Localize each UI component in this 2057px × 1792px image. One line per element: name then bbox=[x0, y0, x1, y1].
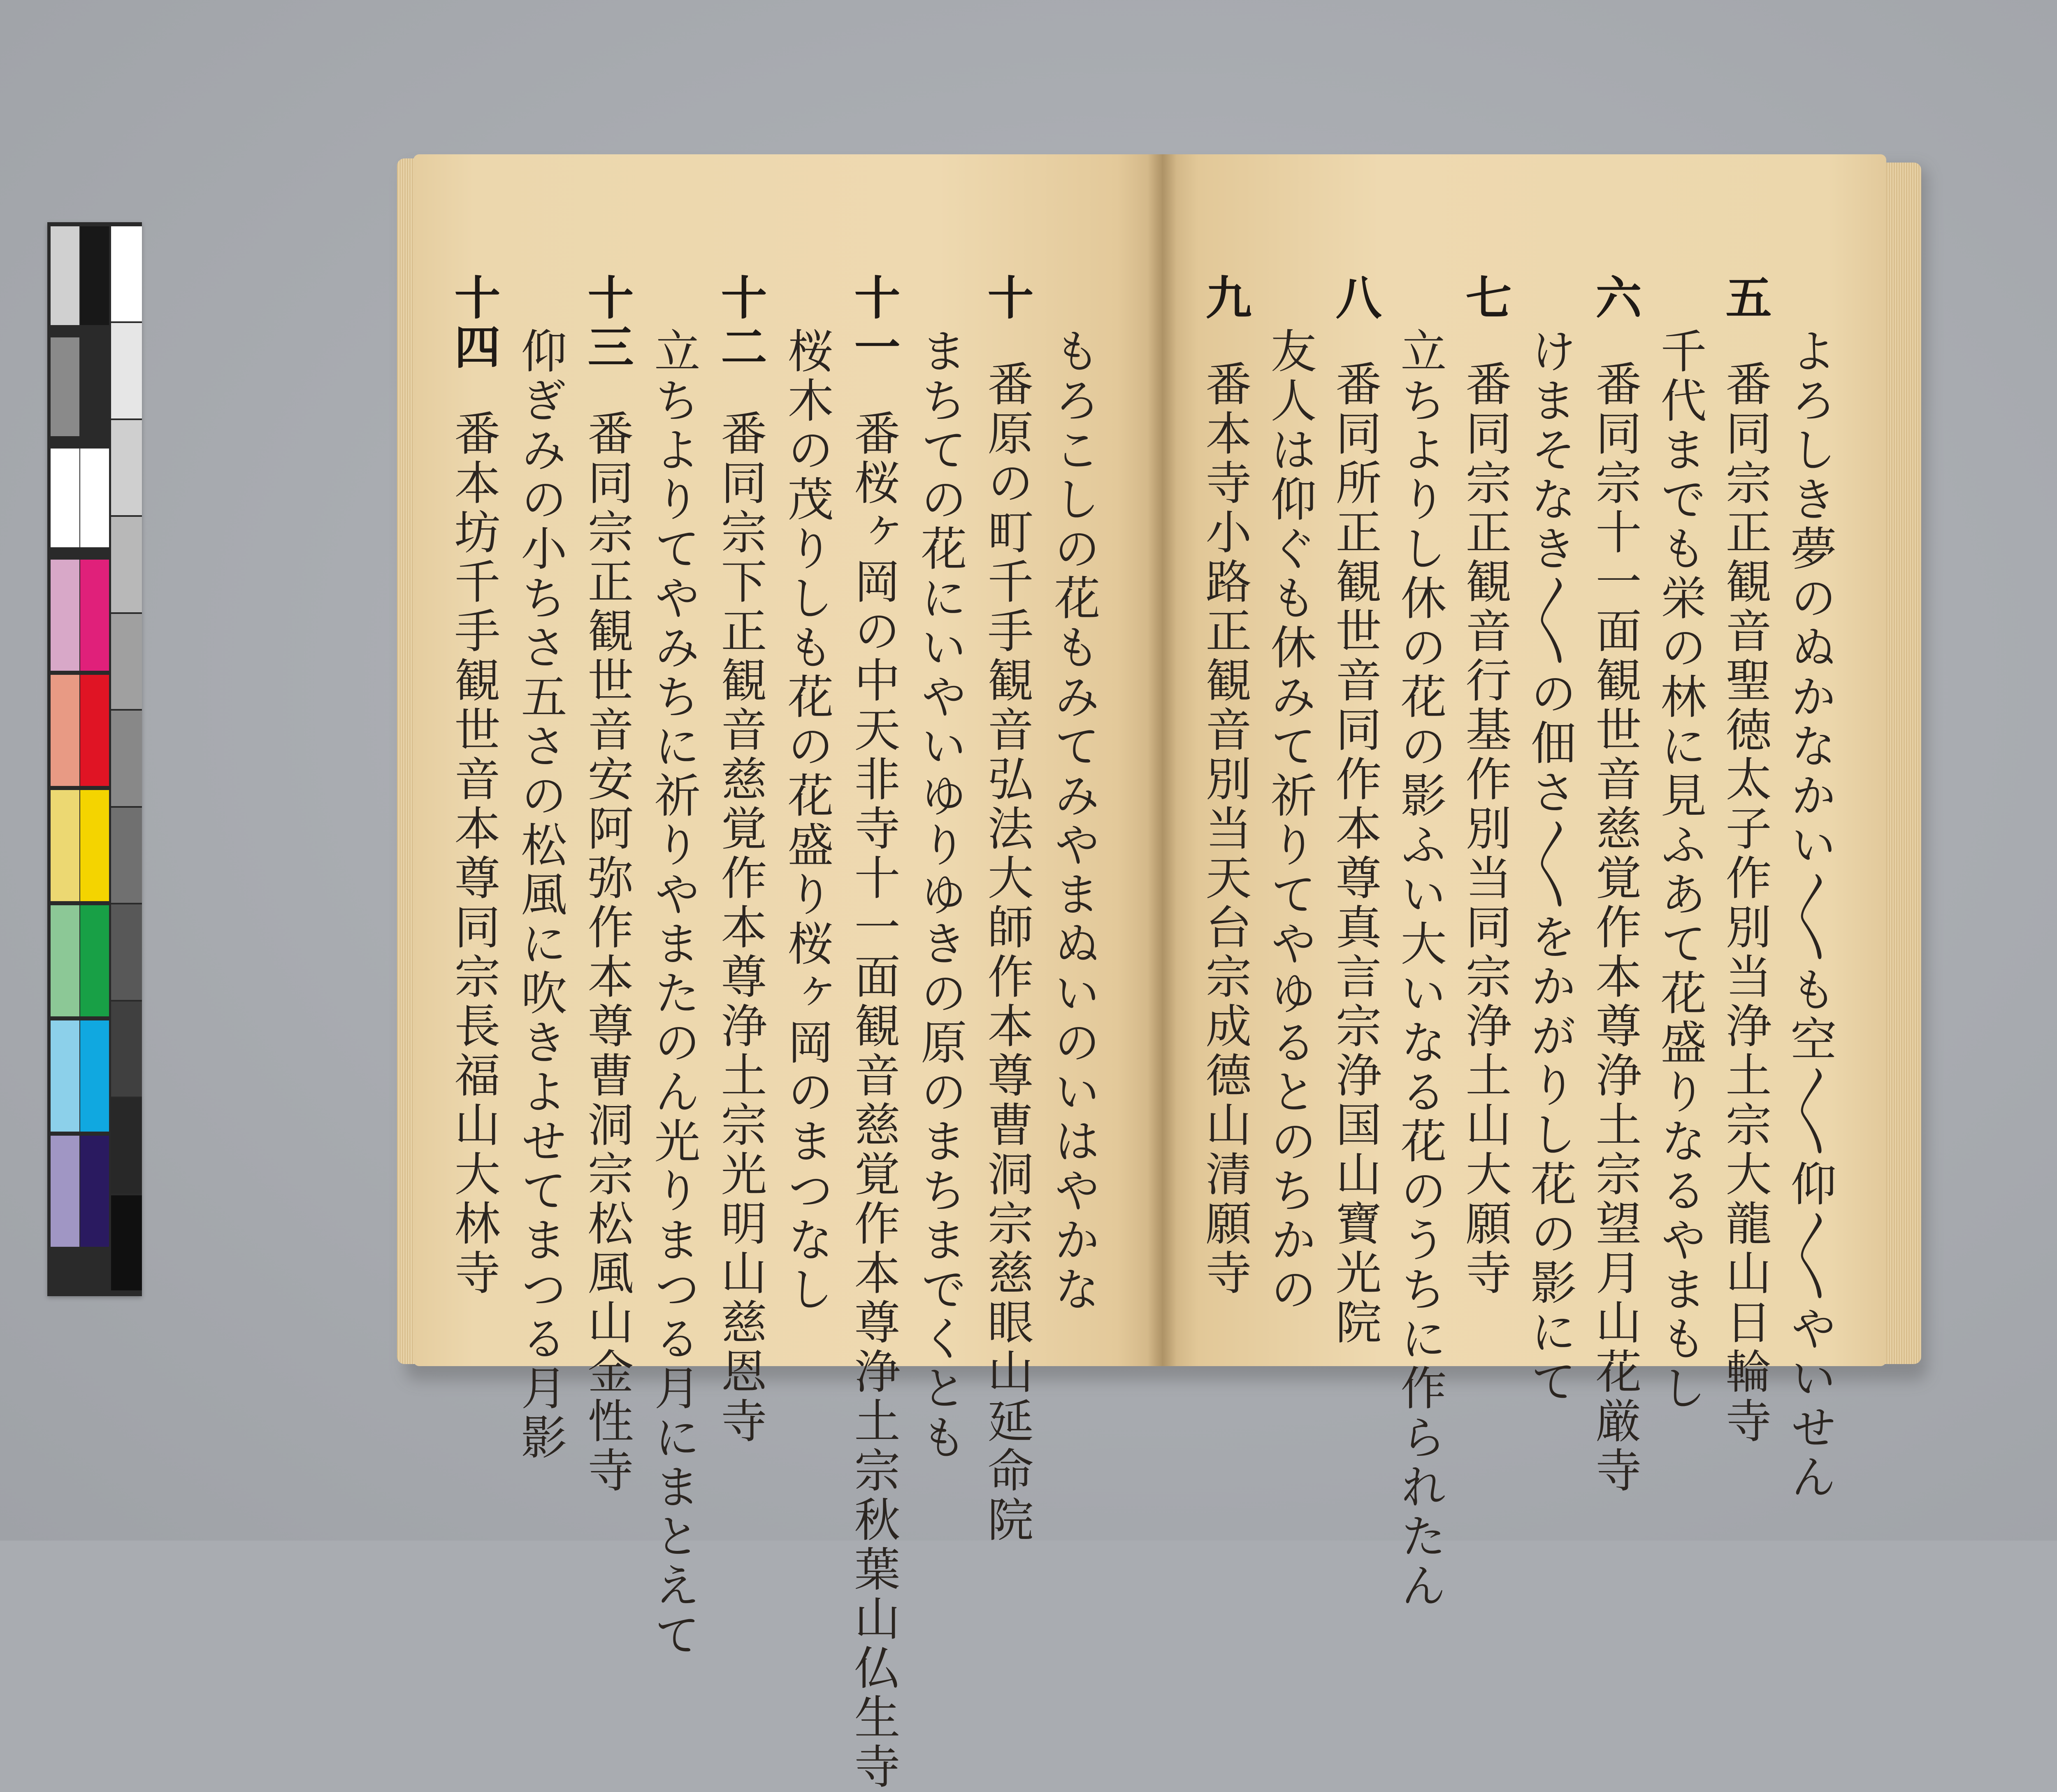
text-column bbox=[1718, 274, 1772, 1446]
column-text: 番本寺小路正観音別当天台宗成德山清願寺 bbox=[1198, 360, 1251, 1298]
section-number: 九 bbox=[1198, 274, 1252, 323]
text-column bbox=[1047, 327, 1100, 1315]
section-number: 十四 bbox=[447, 274, 501, 372]
text-column bbox=[1198, 274, 1252, 1298]
gray-wedge-step bbox=[111, 711, 142, 806]
column-text: 桜木の茂りしも花の花盛り桜ヶ岡のまつなし bbox=[780, 327, 833, 1315]
section-number: 十二 bbox=[713, 274, 767, 372]
column-text: 番同所正観世音同作本尊真言宗浄国山寶光院 bbox=[1328, 360, 1381, 1348]
gray-patch bbox=[51, 337, 79, 436]
column-text: 番同宗下正観音慈覚作本尊浄土宗光明山慈恩寺 bbox=[713, 409, 767, 1446]
text-column bbox=[1263, 327, 1316, 1315]
text-column bbox=[980, 274, 1034, 1545]
text-column bbox=[780, 327, 833, 1315]
gray-wedge-step bbox=[111, 808, 142, 903]
section-number: 七 bbox=[1458, 274, 1512, 323]
column-text: 番本坊千手観世音本尊同宗長福山大林寺 bbox=[447, 409, 500, 1298]
right-page bbox=[1162, 154, 1886, 1611]
color-patch bbox=[51, 905, 79, 1016]
column-text: 番同宗正観音聖徳太子作別当浄土宗大龍山日輪寺 bbox=[1718, 360, 1771, 1446]
column-text: けまそなき〱の佃さ〱をかがりし花の影にて bbox=[1523, 327, 1576, 1407]
column-text: 仰ぎみの小ちさ五さの松風に吹きよせてまつる月影 bbox=[513, 327, 567, 1463]
gray-wedge-step bbox=[111, 1002, 142, 1097]
text-column bbox=[713, 274, 767, 1446]
gray-wedge-step bbox=[111, 614, 142, 709]
book-right-edge bbox=[1880, 163, 1921, 1364]
color-patch bbox=[80, 560, 109, 671]
column-text: 友人は仰ぐも休みて祈りてやゆるとのちかの bbox=[1263, 327, 1316, 1315]
gray-patch bbox=[80, 226, 109, 325]
color-patch bbox=[80, 905, 109, 1016]
section-number: 六 bbox=[1588, 274, 1642, 323]
color-patch bbox=[80, 675, 109, 786]
text-column bbox=[447, 274, 501, 1298]
color-patch bbox=[80, 1020, 109, 1132]
color-patch bbox=[51, 1020, 79, 1132]
text-column bbox=[913, 327, 967, 1463]
text-column bbox=[1328, 274, 1382, 1348]
text-column bbox=[513, 327, 567, 1463]
text-column bbox=[1653, 327, 1706, 1413]
column-text: 番同宗正観音行基作別当同宗浄土山大願寺 bbox=[1458, 360, 1511, 1298]
text-column bbox=[1458, 274, 1512, 1298]
text-column bbox=[1393, 327, 1446, 1611]
column-text: 千代までも栄の林に見ふあて花盛りなるやまもし bbox=[1653, 327, 1706, 1413]
section-number: 十一 bbox=[847, 274, 901, 372]
gray-wedge-step bbox=[111, 420, 142, 515]
text-column bbox=[647, 327, 700, 1660]
gray-wedge-step bbox=[111, 323, 142, 418]
color-patch bbox=[80, 790, 109, 901]
color-patch bbox=[51, 675, 79, 786]
left-page bbox=[413, 154, 1162, 1792]
column-text: 立ちよりし休の花の影ふい大いなる花のうちに作られたん bbox=[1393, 327, 1446, 1611]
text-column bbox=[847, 274, 901, 1792]
color-calibration-strip bbox=[47, 222, 142, 1296]
column-text: 番同宗十一面観世音慈覚作本尊浄土宗望月山花厳寺 bbox=[1588, 360, 1641, 1496]
column-text: 番原の町千手観音弘法大師作本尊曹洞宗慈眼山延命院 bbox=[980, 360, 1033, 1545]
column-text: よろしき夢のぬかなかい〱も空〱仰〱やいせん bbox=[1783, 327, 1836, 1502]
book-gutter bbox=[1148, 154, 1177, 1366]
column-text: まちての花にいやいゆりゆきの原のまちまでくとも bbox=[913, 327, 967, 1463]
text-column bbox=[1588, 274, 1642, 1496]
section-number: 十三 bbox=[580, 274, 634, 372]
column-text: 番桜ヶ岡の中天非寺十一面観音慈覚作本尊浄土宗秋葉山仏生寺 bbox=[847, 409, 900, 1792]
gray-wedge-step bbox=[111, 1098, 142, 1193]
text-column bbox=[1523, 327, 1576, 1407]
gray-wedge-step bbox=[111, 904, 142, 999]
column-text: もろこしの花もみてみやまぬいのいはやかな bbox=[1047, 327, 1100, 1315]
column-text: 立ちよりてやみちに祈りやまたのん光りまつる月にまとえて bbox=[647, 327, 700, 1660]
text-column bbox=[580, 274, 634, 1496]
section-number: 八 bbox=[1328, 274, 1382, 323]
color-patch bbox=[51, 560, 79, 671]
section-number: 五 bbox=[1718, 274, 1772, 323]
color-patch bbox=[80, 1136, 109, 1247]
section-number: 十 bbox=[980, 274, 1034, 323]
color-patch bbox=[51, 790, 79, 901]
column-text: 番同宗正観世音安阿弥作本尊曹洞宗松風山金性寺 bbox=[580, 409, 634, 1496]
gray-wedge-step bbox=[111, 226, 142, 321]
gray-patch bbox=[80, 449, 109, 547]
gray-patch bbox=[51, 226, 79, 325]
gray-patch bbox=[80, 337, 109, 436]
text-column bbox=[1783, 327, 1836, 1502]
gray-wedge-step bbox=[111, 1195, 142, 1290]
gray-patch bbox=[51, 449, 79, 547]
gray-wedge-step bbox=[111, 517, 142, 612]
color-patch bbox=[51, 1136, 79, 1247]
